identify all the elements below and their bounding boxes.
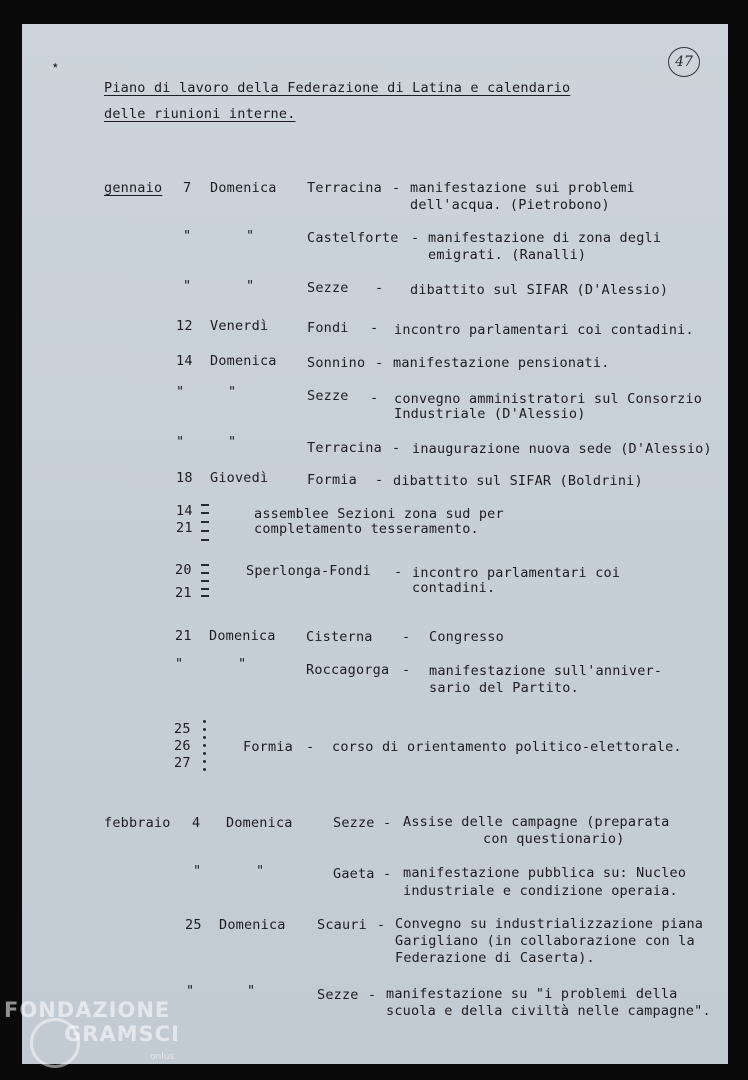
- entry-text: inaugurazione nuova sede (D'Alessio): [412, 441, 712, 457]
- entry-place: Gaeta: [333, 866, 375, 882]
- entry-dash: -: [375, 280, 384, 296]
- entry-weekday: Domenica: [210, 180, 277, 196]
- entry-place: Sezze: [307, 280, 349, 296]
- entry-text: Federazione di Caserta).: [395, 950, 595, 966]
- entry-weekday: ": [238, 656, 247, 672]
- entry-place: Sezze: [317, 987, 359, 1003]
- entry-place: Fondi: [307, 320, 349, 336]
- entry-weekday: ": [246, 228, 255, 244]
- entry-dash: -: [402, 629, 411, 645]
- entry-text: dibattito sul SIFAR (D'Alessio): [410, 282, 669, 298]
- entry-text: industriale e condizione operaia.: [403, 883, 678, 899]
- entry-text: contadini.: [412, 580, 496, 596]
- entry-dash: -: [306, 739, 315, 755]
- title-line-2: delle riunioni interne.: [104, 106, 296, 122]
- entry-place: Terracina: [307, 180, 382, 196]
- entry-day: 25: [185, 917, 202, 933]
- range-start-day: 14: [176, 503, 193, 519]
- entry-weekday: Domenica: [219, 917, 286, 933]
- entry-day: ": [186, 983, 195, 999]
- entry-dash: -: [370, 320, 379, 336]
- entry-dash: -: [370, 390, 379, 406]
- entry-place: Roccagorga: [306, 662, 390, 678]
- range-start-day: 20: [175, 562, 192, 578]
- range-bracket: [201, 562, 208, 598]
- entry-place: Castelforte: [307, 230, 399, 246]
- watermark-line-1: FONDAZIONE: [4, 998, 171, 1022]
- entry-place: Scauri: [317, 917, 367, 933]
- entry-text: convegno amministratori sul Consorzio: [394, 391, 703, 407]
- watermark-line-2: GRAMSCI: [64, 1022, 180, 1046]
- entry-text: incontro parlamentari coi: [412, 565, 621, 581]
- month-january: gennaio: [104, 180, 163, 196]
- range-bracket: [203, 720, 207, 776]
- entry-text: manifestazione sull'anniver-: [429, 663, 663, 679]
- entry-text: assemblee Sezioni zona sud per: [254, 506, 504, 522]
- entry-day: 7: [183, 180, 192, 196]
- entry-text: con questionario): [483, 831, 625, 847]
- entry-weekday: Domenica: [209, 628, 276, 644]
- entry-weekday: Domenica: [226, 815, 293, 831]
- entry-day: 21: [175, 628, 192, 644]
- entry-text: manifestazione pensionati.: [393, 355, 610, 371]
- entry-weekday: ": [228, 384, 237, 400]
- entry-place: Terracina: [307, 440, 382, 456]
- range-end-day: 21: [175, 585, 192, 601]
- month-february: febbraio: [104, 815, 171, 831]
- entry-day: 4: [192, 815, 201, 831]
- entry-day: 18: [176, 470, 193, 486]
- entry-place: Sonnino: [307, 355, 366, 371]
- entry-dash: -: [392, 180, 401, 196]
- entry-place: Sperlonga-Fondi: [246, 563, 371, 579]
- entry-dash: -: [392, 440, 401, 456]
- range-end-day: 21: [176, 520, 193, 536]
- entry-day: ": [176, 384, 185, 400]
- entry-text: completamento tesseramento.: [254, 521, 479, 537]
- page-number: 47: [668, 47, 700, 77]
- watermark-line-3: onlus: [150, 1052, 175, 1062]
- entry-weekday: ": [256, 863, 265, 879]
- entry-dash: -: [375, 472, 384, 488]
- entry-place: Sezze: [307, 388, 349, 404]
- entry-dash: -: [383, 866, 392, 882]
- entry-text: incontro parlamentari coi contadini.: [394, 322, 694, 338]
- entry-text: sario del Partito.: [429, 680, 579, 696]
- entry-weekday: ": [247, 983, 256, 999]
- entry-day: 12: [176, 318, 193, 334]
- entry-text: dell'acqua. (Pietrobono): [410, 197, 610, 213]
- entry-dash: -: [368, 987, 377, 1003]
- entry-text: Convegno su industrializzazione piana: [395, 916, 704, 932]
- entry-dash: -: [394, 564, 403, 580]
- entry-place: Formia: [307, 472, 357, 488]
- entry-weekday: ": [246, 278, 255, 294]
- entry-text: Congresso: [429, 629, 504, 645]
- entry-text: manifestazione sui problemi: [410, 180, 635, 196]
- range-day: 25: [174, 721, 191, 737]
- entry-text: manifestazione su "i problemi della: [386, 986, 678, 1002]
- range-day: 26: [174, 738, 191, 754]
- entry-text: Garigliano (in collaborazione con la: [395, 933, 695, 949]
- entry-day: ": [176, 434, 185, 450]
- entry-text: corso di orientamento politico-elettorale.: [332, 739, 682, 755]
- range-bracket: [201, 502, 208, 542]
- entry-place: Sezze: [333, 815, 375, 831]
- entry-weekday: ": [228, 434, 237, 450]
- entry-weekday: Domenica: [210, 353, 277, 369]
- entry-text: manifestazione pubblica su: Nucleo: [403, 865, 687, 881]
- range-day: 27: [174, 755, 191, 771]
- entry-text: dibattito sul SIFAR (Boldrini): [393, 473, 643, 489]
- entry-dash: -: [377, 917, 386, 933]
- entry-text: emigrati. (Ranalli): [428, 247, 587, 263]
- entry-day: 14: [176, 353, 193, 369]
- entry-day: ": [193, 863, 202, 879]
- title-line-1: Piano di lavoro della Federazione di Latina e calendario: [104, 80, 571, 96]
- entry-day: ": [175, 656, 184, 672]
- entry-weekday: Venerdì: [210, 318, 269, 334]
- corner-mark: ٭: [52, 58, 59, 72]
- entry-text: Assise delle campagne (preparata: [403, 814, 670, 830]
- entry-dash: -: [402, 662, 411, 678]
- entry-day: ": [183, 228, 192, 244]
- entry-place: Formia: [243, 739, 293, 755]
- entry-dash: -: [411, 230, 420, 246]
- entry-text: scuola e della civiltà nelle campagne".: [386, 1003, 711, 1019]
- entry-dash: -: [383, 815, 392, 831]
- entry-weekday: Giovedì: [210, 470, 269, 486]
- entry-text: Industriale (D'Alessio): [394, 406, 586, 422]
- entry-text: manifestazione di zona degli: [428, 230, 662, 246]
- entry-place: Cisterna: [306, 629, 373, 645]
- entry-day: ": [183, 278, 192, 294]
- entry-dash: -: [375, 355, 384, 371]
